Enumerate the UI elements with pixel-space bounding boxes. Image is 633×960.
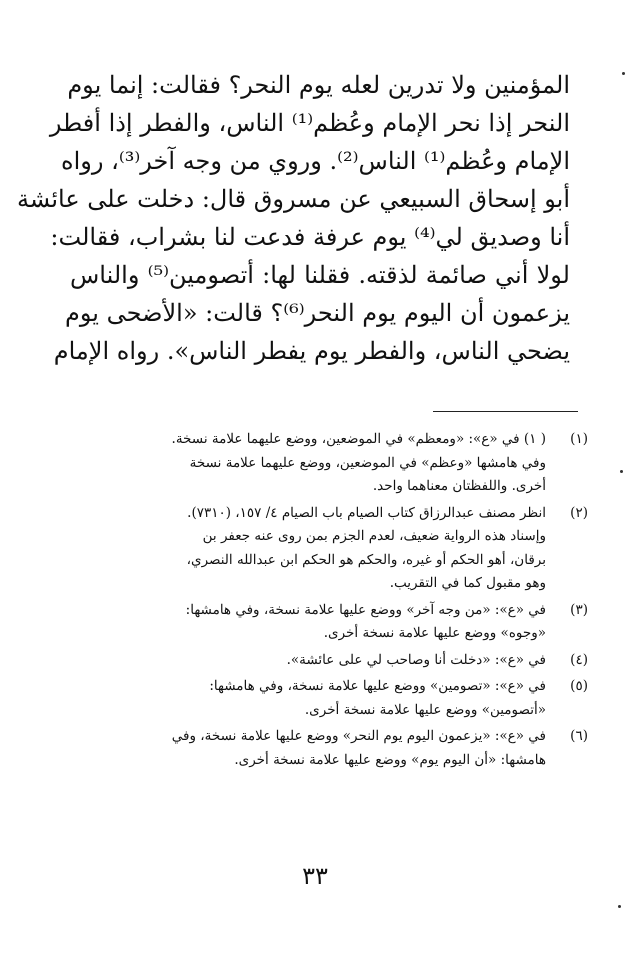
footnote-line: «وجوه» ووضع عليها علامة نسخة أخرى. (323, 625, 546, 641)
footnote-line: وفي هامشها «وعظم» في الموضعين، ووضع عليهما علامة نسخة (189, 454, 546, 471)
footnote-5 (80, 675, 588, 722)
footnote-number: (٦) (570, 728, 588, 744)
footnote-body (80, 428, 546, 499)
footnote-1 (80, 428, 588, 499)
main-text (17, 66, 570, 370)
scan-speck (620, 470, 623, 473)
main-text-line: أنا وصديق لي⁽⁴⁾ يوم عرفة فدعت لنا بشراب، فقالت: (50, 223, 570, 251)
footnote-line: في «ع»: «دخلت أنا وصاحب لي على عائشة». (286, 651, 546, 668)
footnote-number: (٣) (570, 601, 588, 618)
footnote-line: برقان، أهو الحكم أو غيره، والحكم هو الحكم ابن عبدالله النصري، (186, 551, 546, 568)
footnote-number: (٥) (570, 678, 588, 694)
footnote-body (80, 649, 546, 673)
footnote-2 (80, 502, 588, 596)
footnote-separator (433, 411, 578, 412)
footnote-line: أخرى. واللفظتان معناهما واحد. (372, 478, 546, 494)
main-text-line: أبو إسحاق السبيعي عن مسروق قال: دخلت على عائشة (17, 185, 570, 213)
main-text-line: يزعمون أن اليوم يوم النحر⁽⁶⁾؟ قالت: «الأضحى يوم (65, 299, 570, 327)
scan-speck (622, 72, 625, 75)
footnote-line: في «ع»: «تصومين» ووضع عليها علامة نسخة، وفي هامشها: (209, 678, 546, 694)
footnote-line: انظر مصنف عبدالرزاق كتاب الصيام باب الصيام ٤/ ١٥٧، (٧٣١٠). (187, 504, 546, 521)
footnotes (80, 428, 588, 775)
footnote-line: «أتصومين» ووضع عليها علامة نسخة أخرى. (304, 701, 546, 718)
page-number: ٣٣ (302, 862, 328, 890)
footnote-line: وهو مقبول كما في التقريب. (389, 575, 546, 591)
footnote-line: في «ع»: «يزعمون اليوم يوم النحر» ووضع عليها علامة نسخة، وفي (171, 728, 546, 744)
footnote-6 (80, 725, 588, 772)
footnote-number: (١) (570, 431, 588, 447)
footnote-body (80, 502, 546, 596)
main-text-line: المؤمنين ولا تدرين لعله يوم النحر؟ فقالت: إنما يوم (67, 71, 570, 99)
footnote-line: هامشها: «أن اليوم يوم» ووضع عليها علامة نسخة أخرى. (234, 751, 546, 768)
footnote-number: (٢) (570, 504, 588, 521)
footnote-body (80, 725, 546, 772)
footnote-body (80, 599, 546, 646)
main-text-line: يضحي الناس، والفطر يوم يفطر الناس». رواه الإمام (53, 337, 570, 365)
footnote-body (80, 675, 546, 722)
footnote-number: (٤) (570, 651, 588, 668)
main-text-line: النحر إذا نحر الإمام وعُظم⁽¹⁾ الناس، والفطر إذا أفطر (49, 109, 570, 137)
footnote-line: ( ١) في «ع»: «ومعظم» في الموضعين، ووضع عليهما علامة نسخة. (171, 431, 546, 447)
scan-speck (618, 905, 621, 908)
main-text-line: لولا أني صائمة لذقته. فقلنا لها: أتصومين⁽⁵⁾ والناس (70, 261, 570, 289)
footnote-3 (80, 599, 588, 646)
footnote-line: وإسناد هذه الرواية ضعيف، لعدم الجزم بمن روى عنه جعفر بن (202, 528, 546, 544)
footnote-4 (80, 649, 588, 673)
main-text-line: الإمام وعُظم⁽¹⁾ الناس⁽²⁾. وروي من وجه آخر⁽³⁾، رواه (61, 147, 570, 175)
footnote-line: في «ع»: «من وجه آخر» ووضع عليها علامة نسخة، وفي هامشها: (185, 601, 546, 618)
